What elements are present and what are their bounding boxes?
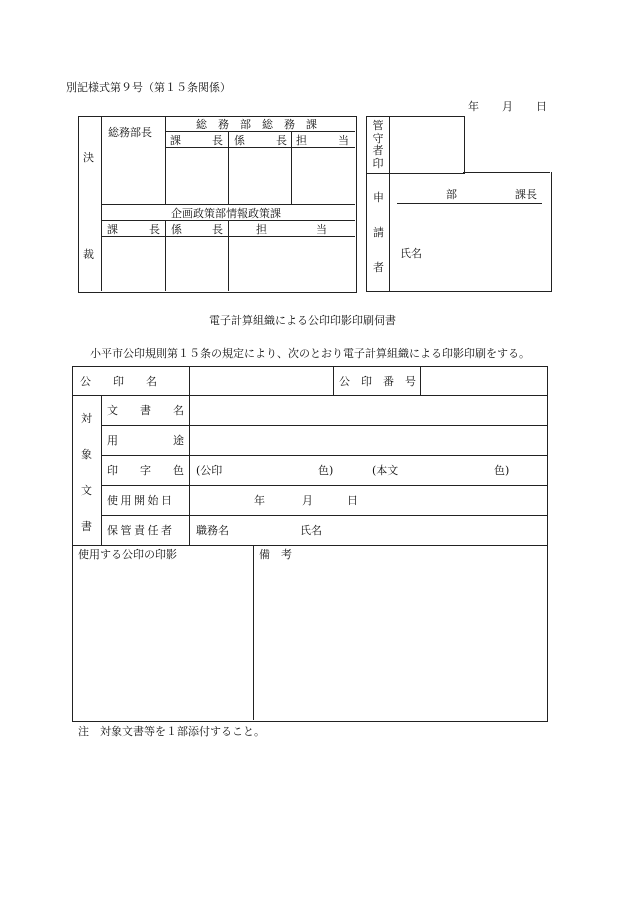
custodian-label: 保管責任者 <box>107 524 175 537</box>
document-title: 電子計算組織による公印印影印刷伺書 <box>209 314 396 327</box>
start-year: 年 <box>254 494 265 507</box>
applicant-name-label: 氏名 <box>400 247 422 260</box>
target-doc-side-3: 文 <box>81 484 92 497</box>
doc-name-label: 文 書 名 <box>107 404 184 417</box>
doc-name-field[interactable] <box>190 396 545 424</box>
start-month: 月 <box>302 494 313 507</box>
gm-section-label: 総 務 部 総 務 課 <box>196 118 317 131</box>
applicant-label-3: 者 <box>373 261 384 274</box>
date-year: 年 <box>468 100 479 113</box>
gm-director-label: 総務部長 <box>108 126 152 139</box>
target-doc-side-2: 象 <box>81 448 92 461</box>
seal-number-field[interactable] <box>421 367 545 394</box>
gm-chief-label-2: 長 <box>212 134 223 147</box>
usage-field[interactable] <box>190 426 545 454</box>
form-number: 別記様式第９号（第１５条関係） <box>66 81 231 94</box>
body-color-label: (本文 <box>372 464 399 477</box>
gm-subchief-label-2: 長 <box>276 134 287 147</box>
start-date-label: 使用開始日 <box>107 494 175 507</box>
target-doc-side-1: 対 <box>81 412 92 425</box>
seal-impression-label: 使用する公印の印影 <box>78 548 177 561</box>
remarks-area[interactable] <box>254 563 545 719</box>
policy-section-label: 企画政策部情報政策課 <box>171 207 281 220</box>
policy-subchief-label-2: 長 <box>212 223 223 236</box>
applicant-label-2: 請 <box>373 226 384 239</box>
footnote: 注 対象文書等を１部添付すること。 <box>78 725 265 738</box>
seal-name-label: 公 印 名 <box>80 375 157 388</box>
intro-text: 小平市公印規則第１５条の規定により、次のとおり電子計算組織による印影印刷をする。 <box>90 347 530 360</box>
policy-subchief-label-1: 係 <box>171 223 182 236</box>
seal-color-label: (公印 <box>196 464 223 477</box>
gm-subchief-label-1: 係 <box>234 134 245 147</box>
applicant-section-chief-label: 課長 <box>515 188 537 201</box>
job-title-label: 職務名 <box>196 524 229 537</box>
applicant-label-1: 申 <box>373 191 384 204</box>
policy-staff-label-1: 担 <box>256 223 267 236</box>
policy-chief-label-1: 課 <box>107 223 118 236</box>
seal-color-suffix: 色) <box>318 464 334 477</box>
usage-label: 用 途 <box>107 434 184 447</box>
custodian-seal-label: 管守者印 <box>372 119 384 170</box>
date-month: 月 <box>502 100 513 113</box>
print-color-label: 印 字 色 <box>107 464 184 477</box>
approval-side-bottom: 裁 <box>83 248 94 261</box>
gm-staff-label-2: 当 <box>338 134 349 147</box>
start-day: 日 <box>347 494 358 507</box>
seal-number-label: 公 印 番 号 <box>339 375 416 388</box>
seal-name-field[interactable] <box>190 367 332 394</box>
applicant-dept-label: 部 <box>446 188 457 201</box>
policy-staff-label-2: 当 <box>316 223 327 236</box>
body-color-suffix: 色) <box>494 464 510 477</box>
policy-chief-label-2: 長 <box>149 223 160 236</box>
date-day: 日 <box>536 100 547 113</box>
person-name-label: 氏名 <box>300 524 322 537</box>
gm-chief-label-1: 課 <box>170 134 181 147</box>
seal-impression-area[interactable] <box>73 563 252 719</box>
remarks-label: 備 考 <box>259 548 292 561</box>
approval-side-top: 決 <box>83 151 94 164</box>
gm-staff-label-1: 担 <box>296 134 307 147</box>
target-doc-side-4: 書 <box>81 520 92 533</box>
